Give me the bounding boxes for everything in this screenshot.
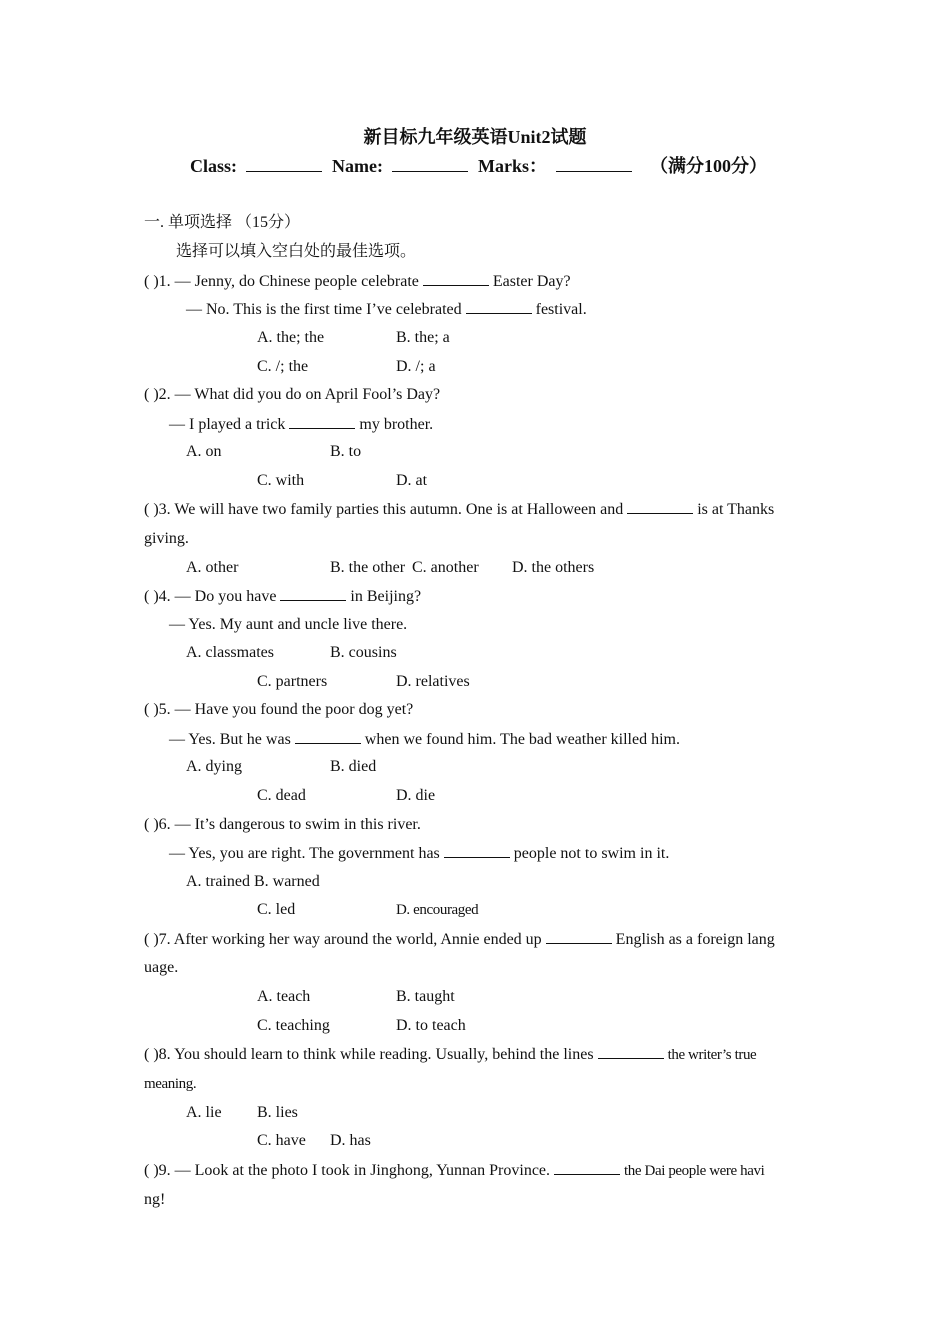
question-6-line2 [169, 843, 669, 864]
option-b[interactable]: B. to [330, 443, 362, 460]
option-d[interactable]: D. die [396, 787, 436, 804]
name-label: Name: [332, 156, 383, 176]
question-text: English as a foreign lang [615, 931, 775, 948]
answer-blank[interactable] [466, 299, 532, 314]
answer-blank[interactable] [289, 414, 355, 429]
question-5-line2 [169, 729, 680, 750]
question-text: — Yes, you are right. The government has [169, 845, 440, 862]
question-7-continuation: uage. [144, 959, 179, 976]
question-7-stem [144, 929, 775, 950]
option-b[interactable]: B. lies [257, 1104, 298, 1121]
option-a[interactable]: A. other [186, 559, 239, 576]
option-a[interactable]: A. teach [257, 988, 311, 1005]
question-8-continuation: meaning. [144, 1076, 197, 1092]
option-b[interactable]: B. taught [396, 988, 455, 1005]
section-heading: 一. 单项选择 （15分） [144, 214, 301, 231]
question-text: in Beijing? [350, 588, 422, 605]
question-text: — No. This is the first time I’ve celebrated [186, 301, 462, 318]
option-b[interactable]: B. died [330, 758, 377, 775]
option-a[interactable]: A. dying [186, 758, 242, 775]
question-4-stem [144, 586, 421, 607]
question-8-stem [144, 1044, 756, 1065]
option-b[interactable]: B. the other [330, 559, 406, 576]
question-text: — Yes. But he was [169, 731, 291, 748]
question-3-continuation: giving. [144, 530, 189, 547]
question-text: Easter Day? [492, 273, 571, 290]
question-text: is at Thanks [697, 501, 775, 518]
option-b[interactable]: B. cousins [330, 644, 397, 661]
option-d[interactable]: D. has [330, 1132, 371, 1149]
question-1-stem [144, 271, 571, 292]
question-text: ( )8. You should learn to think while reading. Usually, behind the lines [144, 1046, 594, 1063]
question-text: when we found him. The bad weather killed him. [364, 731, 680, 748]
option-c[interactable]: C. led [257, 901, 296, 918]
option-d[interactable]: D. at [396, 472, 428, 489]
answer-blank[interactable] [444, 843, 510, 858]
full-score: （满分100分） [650, 156, 767, 176]
answer-blank[interactable] [280, 586, 346, 601]
question-3-stem [144, 499, 774, 520]
question-text: ( )9. — Look at the photo I took in Jinghong, Yunnan Province. [144, 1162, 551, 1179]
question-text: ( )1. — Jenny, do Chinese people celebrate [144, 273, 419, 290]
option-a[interactable]: A. the; the [257, 329, 325, 346]
option-c[interactable]: C. another [412, 559, 479, 576]
question-text: festival. [535, 301, 587, 318]
answer-blank[interactable] [627, 499, 693, 514]
option-d[interactable]: D. /; a [396, 358, 436, 375]
answer-blank[interactable] [423, 271, 489, 286]
option-c[interactable]: C. dead [257, 787, 306, 804]
question-2-line2 [169, 414, 433, 435]
answer-blank[interactable] [546, 929, 612, 944]
question-text: my brother. [359, 416, 434, 433]
marks-blank[interactable] [556, 155, 632, 172]
class-blank[interactable] [246, 155, 322, 172]
question-text: people not to swim in it. [513, 845, 670, 862]
name-blank[interactable] [392, 155, 468, 172]
question-6-stem: ( )6. — It’s dangerous to swim in this river. [144, 816, 421, 833]
question-5-stem: ( )5. — Have you found the poor dog yet? [144, 701, 414, 718]
option-d[interactable]: D. to teach [396, 1017, 466, 1034]
option-a[interactable]: A. classmates [186, 644, 274, 661]
option-a[interactable]: A. lie [186, 1104, 222, 1121]
question-text: the Dai people were havi [624, 1163, 765, 1179]
answer-blank[interactable] [598, 1044, 664, 1059]
question-1-line2 [186, 299, 587, 320]
option-a[interactable]: A. on [186, 443, 222, 460]
page-title: 新目标九年级英语Unit2试题 [363, 127, 587, 147]
marks-label: Marks： [478, 156, 547, 176]
option-b[interactable]: B. the; a [396, 329, 450, 346]
question-text: ( )4. — Do you have [144, 588, 277, 605]
question-2-stem: ( )2. — What did you do on April Fool’s Day? [144, 386, 441, 403]
question-4-line2: — Yes. My aunt and uncle live there. [169, 616, 408, 633]
option-d[interactable]: D. encouraged [396, 902, 479, 918]
section-instruction: 选择可以填入空白处的最佳选项。 [176, 243, 417, 260]
question-9-continuation: ng! [144, 1191, 166, 1208]
question-text: ( )3. We will have two family parties this autumn. One is at Halloween and [144, 501, 624, 518]
question-9-stem [144, 1160, 764, 1181]
student-info-line [190, 152, 767, 178]
option-a-b[interactable]: A. trained B. warned [186, 873, 320, 890]
option-d[interactable]: D. the others [512, 559, 595, 576]
question-text: — I played a trick [169, 416, 286, 433]
option-c[interactable]: C. /; the [257, 358, 309, 375]
option-c[interactable]: C. teaching [257, 1017, 330, 1034]
option-d[interactable]: D. relatives [396, 673, 470, 690]
class-label: Class: [190, 156, 238, 176]
answer-blank[interactable] [554, 1160, 620, 1175]
answer-blank[interactable] [295, 729, 361, 744]
question-text: the writer’s true [667, 1047, 757, 1063]
question-text: ( )7. After working her way around the world, Annie ended up [144, 931, 542, 948]
option-c[interactable]: C. with [257, 472, 305, 489]
option-c[interactable]: C. have [257, 1132, 306, 1149]
option-c[interactable]: C. partners [257, 673, 328, 690]
